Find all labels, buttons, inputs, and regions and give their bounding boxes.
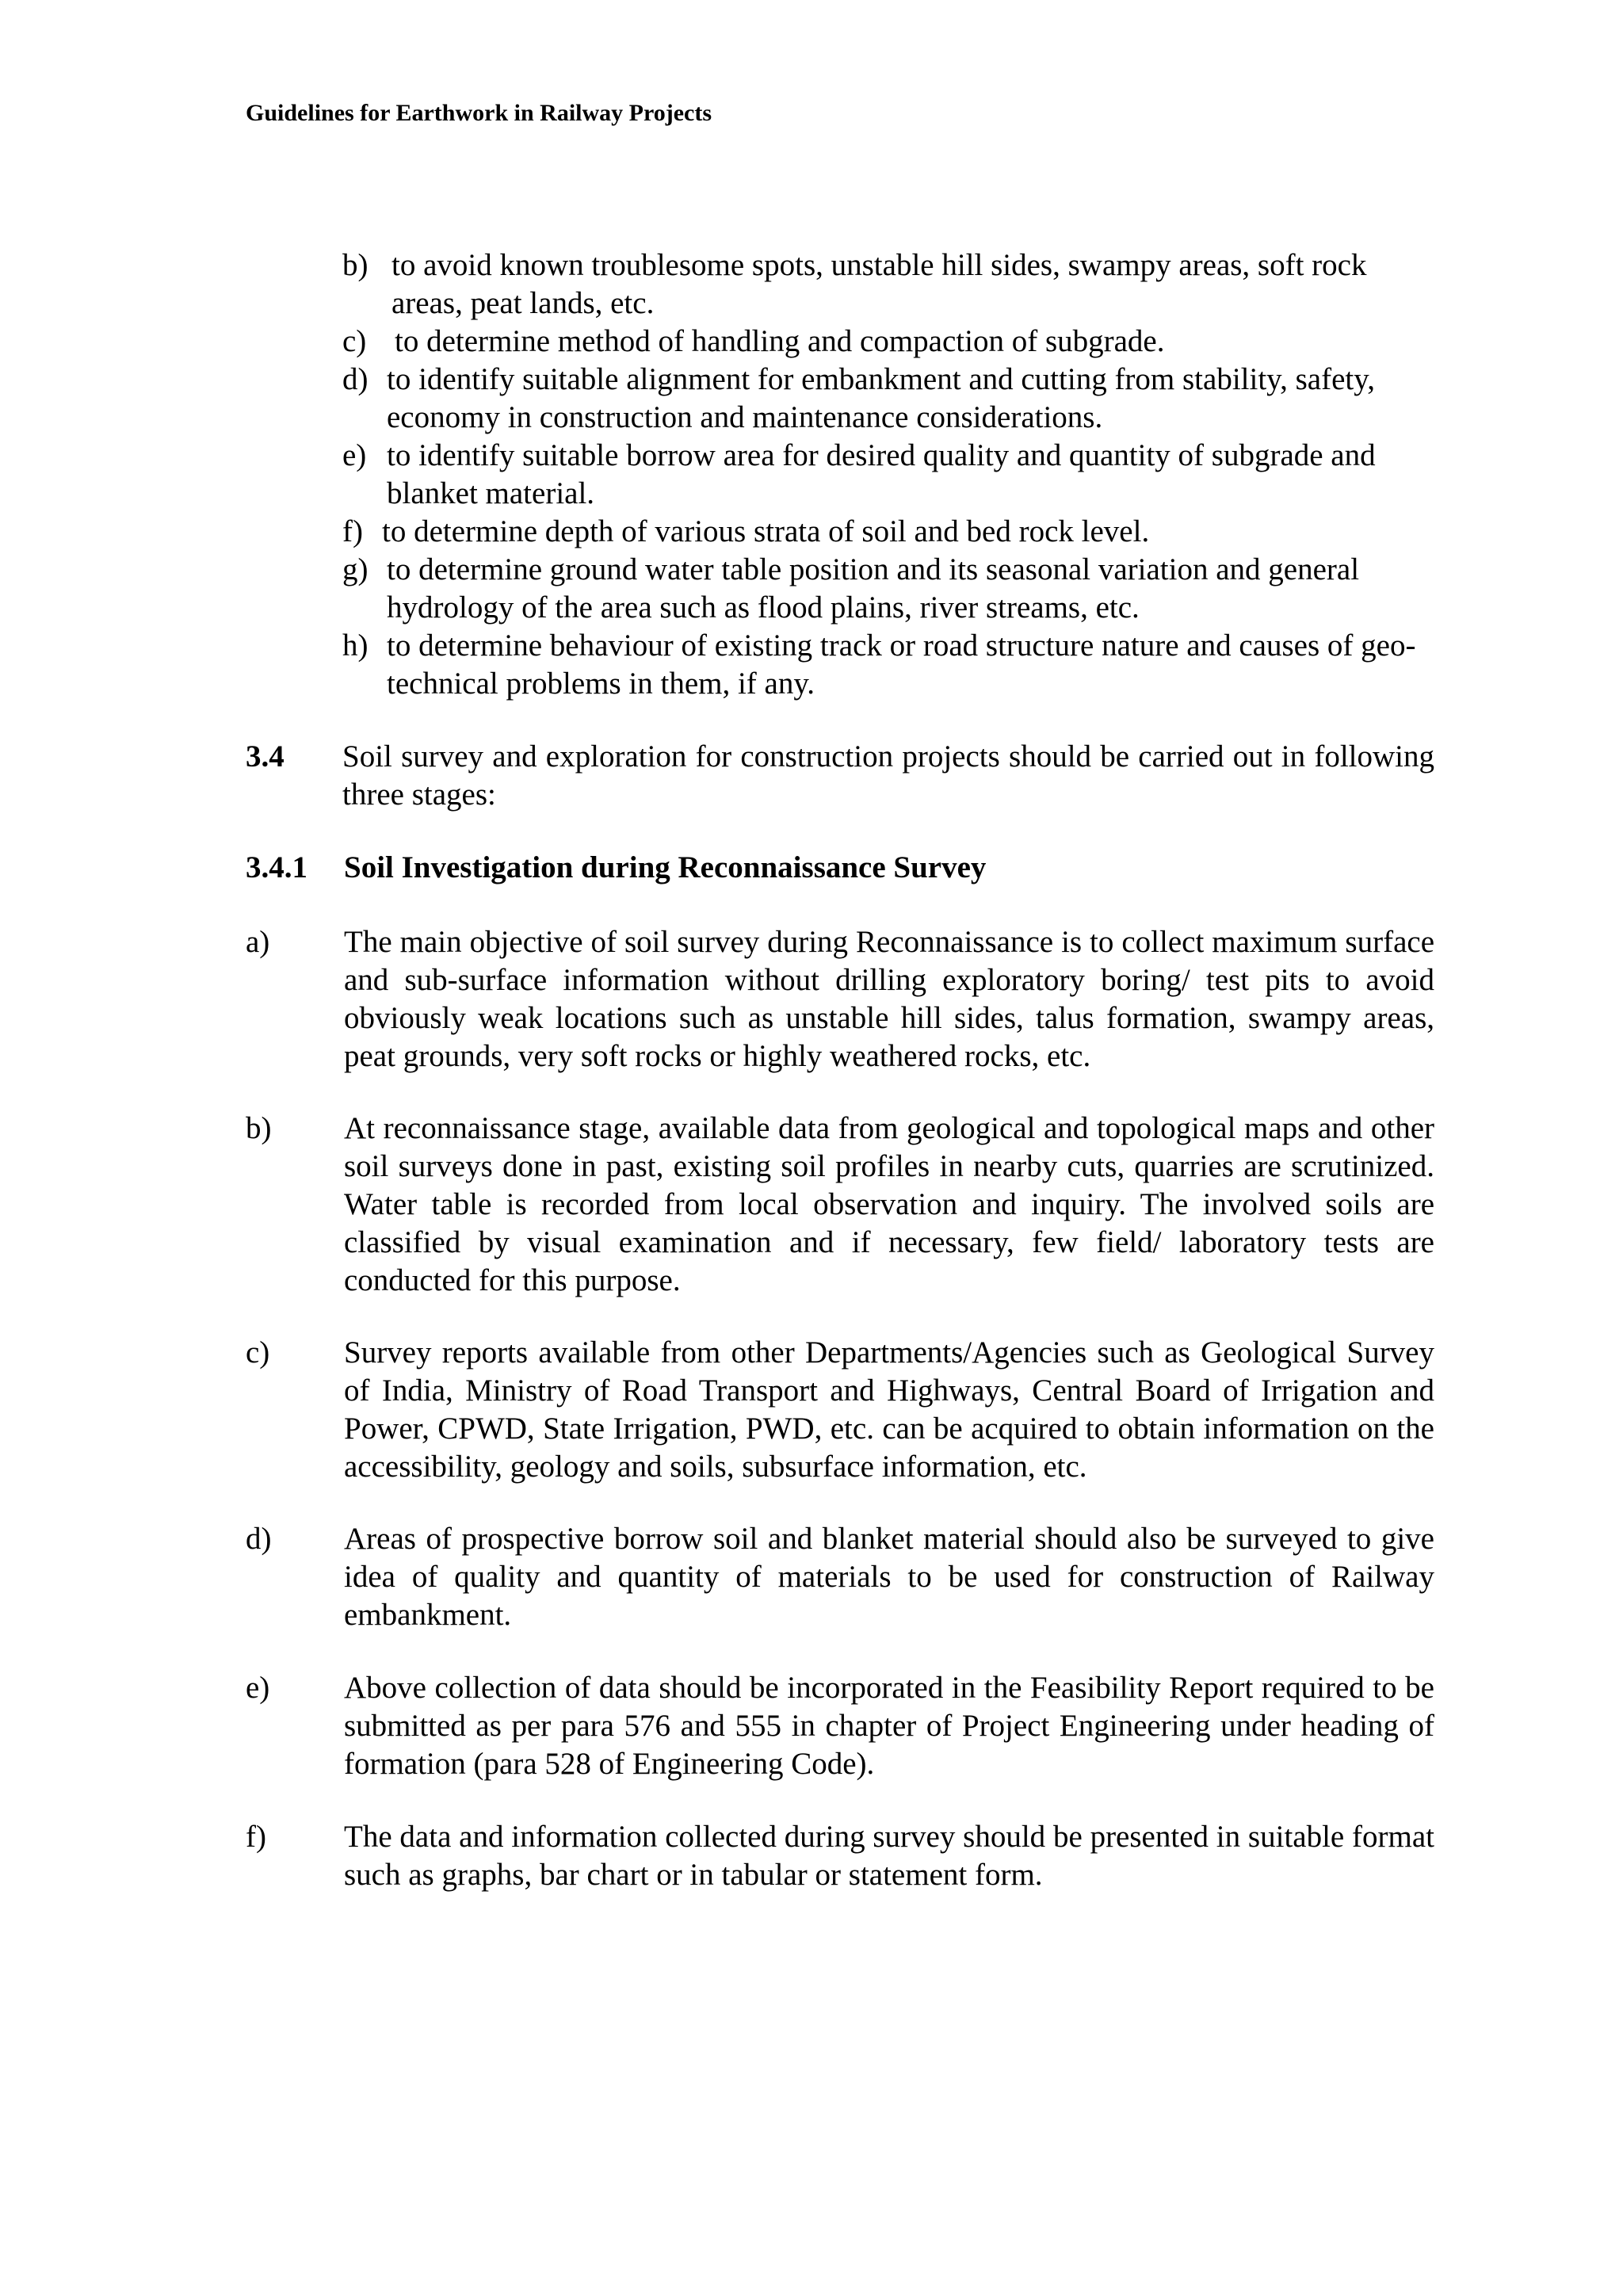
item-marker: b) xyxy=(246,1111,272,1145)
item-paragraph: Above collection of data should be incorporated in the Feasibility Report required to be submitted as per para 576 and 555 in chapter of Project Engineering under heading of formation (para 528 of Engineering Code). xyxy=(344,1671,1434,1781)
item-marker: e) xyxy=(246,1671,270,1705)
item-paragraph: At reconnaissance stage, available data from geological and topological maps and other soil surveys done in past, existing soil profiles in nearby cuts, quarries are scrutinized. Water table is recorded from local observation and inquiry. The involved soils are classified by visual examination and if necessary, few field/ laboratory tests are conducted for this purpose. xyxy=(344,1111,1434,1297)
heading-title: Soil Investigation during Reconnaissance Survey xyxy=(344,850,987,884)
list-item-text: to avoid known troublesome spots, unstable hill sides, swampy areas, soft rock areas, peat lands, etc. xyxy=(391,248,1367,320)
list-item-text: to determine depth of various strata of soil and bed rock level. xyxy=(382,514,1150,548)
list-item xyxy=(342,551,1436,627)
list-item xyxy=(342,627,1436,703)
list-marker: h) xyxy=(342,628,369,663)
item-paragraph: The data and information collected during survey should be presented in suitable format such as graphs, bar chart or in tabular or statement form. xyxy=(344,1820,1434,1892)
list-marker: d) xyxy=(342,362,369,396)
list-item-text: to identify suitable alignment for embankment and cutting from stability, safety, economy in construction and maintenance considerations. xyxy=(387,362,1375,434)
list-item xyxy=(342,513,1436,551)
list-marker: g) xyxy=(342,552,369,586)
list-marker: f) xyxy=(342,514,363,548)
list-marker: b) xyxy=(342,248,369,282)
heading-number: 3.4.1 xyxy=(246,850,307,884)
item-paragraph: Survey reports available from other Departments/Agencies such as Geological Survey of India, Ministry of Road Transport and Highways, Central Board of Irrigation and Power, CPWD, State Irrigation, PWD, etc. can be acquired to obtain information on the accessibility, geology and soils, subsurface information, etc. xyxy=(344,1335,1434,1484)
list-marker: e) xyxy=(342,438,367,472)
item-marker: a) xyxy=(246,925,270,959)
list-item xyxy=(342,246,1436,323)
list-item-text: to determine ground water table position and its seasonal variation and general hydrology of the area such as flood plains, river streams, etc. xyxy=(387,552,1360,625)
list-item-text: to identify suitable borrow area for desired quality and quantity of subgrade and blanket material. xyxy=(387,438,1376,510)
section-paragraph: Soil survey and exploration for construction projects should be carried out in following three stages: xyxy=(342,739,1434,812)
list-item-text: to determine method of handling and compaction of subgrade. xyxy=(395,324,1165,358)
section-3-4-1-heading xyxy=(246,849,986,887)
list-item-text: to determine behaviour of existing track or road structure nature and causes of geo-technical problems in them, if any. xyxy=(387,628,1416,701)
running-header: Guidelines for Earthwork in Railway Projects xyxy=(246,100,712,126)
list-item xyxy=(342,437,1436,513)
item-paragraph: Areas of prospective borrow soil and blanket material should also be surveyed to give idea of quality and quantity of materials to be used for construction of Railway embankment. xyxy=(344,1522,1434,1632)
item-marker: f) xyxy=(246,1820,266,1854)
item-paragraph: The main objective of soil survey during Reconnaissance is to collect maximum surface and sub-surface information without drilling exploratory boring/ test pits to avoid obviously weak locations such as unstable hill sides, talus formation, swampy areas, peat grounds, very soft rocks or highly weathered rocks, etc. xyxy=(344,925,1434,1073)
item-marker: d) xyxy=(246,1522,272,1556)
list-item xyxy=(342,361,1436,437)
section-number: 3.4 xyxy=(246,739,285,774)
objectives-sublist xyxy=(342,246,1436,703)
list-item xyxy=(342,323,1436,361)
item-marker: c) xyxy=(246,1335,270,1370)
list-marker: c) xyxy=(342,324,367,358)
